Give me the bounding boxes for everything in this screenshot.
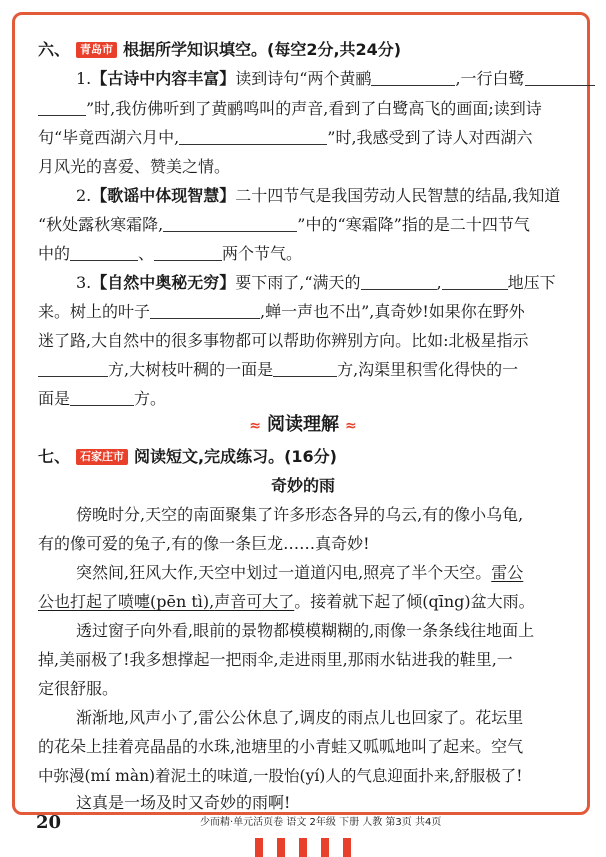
story-p1-line1: 傍晚时分,天空的南面聚集了许多形态各异的乌云,有的像小乌龟, — [76, 505, 524, 524]
story-p2-line2: 公也打起了喷嚏(pēn tì),声音可大了。接着就下起了倾(qīng)盆大雨。 — [38, 592, 535, 611]
page-number: 20 — [36, 812, 62, 833]
q6-title: 根据所学知识填空。(每空2分,共24分) — [123, 40, 402, 59]
blank-3[interactable] — [38, 99, 86, 116]
q6-item1-line4: 月风光的喜爱、赞美之情。 — [38, 157, 231, 176]
story-p2-line1: 突然间,狂风大作,天空中划过一道道闪电,照亮了半个天空。雷公 — [76, 563, 524, 582]
q6-item2-line3: 中的 、 两个节气。 — [38, 244, 303, 263]
q7-region-badge: 石家庄市 — [76, 449, 128, 465]
q6-item3-line3: 迷了路,大自然中的很多事物都可以帮助你辨别方向。比如:北极星指示 — [38, 331, 529, 350]
q6-item1-line1: 1.【古诗中内容丰富】读到诗句“两个黄鹂 ,一行白鹭 — [76, 69, 595, 89]
story-p3-line3: 定很舒服。 — [38, 679, 119, 698]
wave-left-icon: ≈ — [249, 418, 261, 434]
q7-heading — [38, 447, 337, 467]
q6-item3-line1: 3.【自然中奥秘无穷】要下雨了,“满天的 , 地压下 — [76, 273, 556, 292]
story-p4-line3: 中弥漫(mí màn)着泥土的味道,一股怡(yí)人的气息迎面扑来,舒服极了! — [38, 767, 523, 785]
binding-tab — [321, 838, 329, 857]
binding-tab — [343, 838, 351, 857]
story-title: 奇妙的雨 — [270, 476, 335, 495]
blank-5[interactable] — [163, 215, 297, 232]
q6-label: 六、 — [38, 40, 71, 59]
story-p3-line1: 透过窗子向外看,眼前的景物都模模糊糊的,雨像一条条线往地面上 — [76, 621, 535, 640]
binding-tabs — [255, 838, 351, 857]
story-p4-line1: 渐渐地,风声小了,雷公公休息了,调皮的雨点儿也回家了。花坛里 — [76, 708, 524, 727]
binding-tab — [299, 838, 307, 857]
blank-9[interactable] — [442, 273, 508, 290]
wave-right-icon: ≈ — [345, 418, 357, 434]
q6-item2-tag: 【歌谣中体现智慧】 — [91, 186, 236, 205]
story-p3-line2: 掉,美丽极了!我多想撑起一把雨伞,走进雨里,那雨水钻进我的鞋里,一 — [38, 650, 513, 669]
blank-7[interactable] — [154, 244, 222, 261]
story-p4-line2: 的花朵上挂着亮晶晶的水珠,池塘里的小青蛙又呱呱地叫了起来。空气 — [38, 737, 524, 756]
blank-10[interactable] — [150, 302, 260, 319]
q6-item1-line2: ”时,我仿佛听到了黄鹂鸣叫的声音,看到了白鹭高飞的画面;读到诗 — [38, 99, 542, 119]
blank-4[interactable] — [179, 128, 327, 145]
binding-tab — [277, 838, 285, 857]
reading-section-title: ≈ 阅读理解 ≈ — [249, 414, 357, 435]
blank-6[interactable] — [70, 244, 138, 261]
q6-item1-tag: 【古诗中内容丰富】 — [91, 69, 236, 88]
blank-8[interactable] — [361, 273, 437, 290]
blank-2[interactable] — [525, 69, 595, 86]
q6-item3-line2: 来。树上的叶子 ,蝉一声也不出”,真奇妙!如果你在野外 — [38, 302, 525, 321]
binding-tab — [255, 838, 263, 857]
q6-region-badge: 青岛市 — [76, 42, 117, 58]
footer-info: 少而精·单元活页卷 语文 2年级 下册 人教 第3页 共4页 — [200, 817, 442, 828]
q6-item3-line4: 方,大树枝叶稠的一面是 方,沟渠里积雪化得快的一 — [38, 360, 518, 380]
q7-title: 阅读短文,完成练习。(16分) — [134, 447, 337, 466]
q6-heading — [38, 40, 401, 60]
story-p5: 这真是一场及时又奇妙的雨啊! — [76, 793, 291, 812]
underlined-sentence-part: 公也打起了喷嚏(pēn tì) — [38, 592, 210, 611]
blank-11[interactable] — [38, 360, 108, 377]
page-footer — [0, 812, 606, 836]
underlined-sentence-part: 声音可大了 — [214, 592, 295, 611]
q6-item1-line3: 句“毕竟西湖六月中, ”时,我感受到了诗人对西湖六 — [38, 128, 533, 147]
blank-13[interactable] — [70, 389, 134, 406]
q6-item2-line1: 2.【歌谣中体现智慧】二十四节气是我国劳动人民智慧的结晶,我知道 — [76, 186, 561, 205]
q6-item3-tag: 【自然中奥秘无穷】 — [91, 273, 236, 292]
underlined-sentence-part: 雷公 — [491, 563, 524, 582]
blank-1[interactable] — [371, 69, 455, 86]
blank-12[interactable] — [273, 360, 337, 377]
story-p1-line2: 有的像可爱的兔子,有的像一条巨龙……真奇妙! — [38, 534, 370, 553]
q7-label: 七、 — [38, 447, 71, 466]
q6-item2-line2: “秋处露秋寒霜降, ”中的“寒霜降”指的是二十四节气 — [38, 215, 530, 234]
q6-item3-line5: 面是 方。 — [38, 389, 167, 408]
